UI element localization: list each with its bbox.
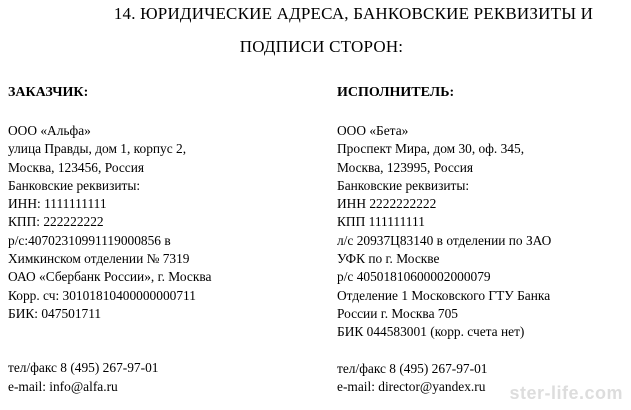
customer-line: Москва, 123456, Россия — [8, 159, 145, 175]
executor-line: Отделение 1 Московского ГТУ Банка — [337, 287, 551, 303]
executor-line: ИНН 2222222222 — [337, 196, 437, 212]
executor-line: КПП 111111111 — [337, 214, 425, 230]
customer-line: ИНН: 1111111111 — [8, 196, 107, 212]
site-watermark: ster-life.com — [509, 383, 623, 403]
executor-line: России г. Москва 705 — [337, 305, 458, 321]
executor-line: л/с 20937Ц83140 в отделении по ЗАО — [337, 232, 552, 248]
executor-line: УФК по г. Москве — [337, 251, 440, 267]
executor-line: р/с 40501810600002000079 — [337, 269, 491, 285]
customer-line: Химкинском отделении № 7319 — [8, 251, 190, 267]
section-heading-line-1: 14. ЮРИДИЧЕСКИЕ АДРЕСА, БАНКОВСКИЕ РЕКВИЗИТЫ И — [113, 4, 594, 23]
customer-email: e-mail: info@alfa.ru — [8, 378, 118, 394]
executor-title: ИСПОЛНИТЕЛЬ: — [337, 85, 455, 100]
customer-line: ООО «Альфа» — [8, 123, 91, 138]
customer-line: ОАО «Сбербанк России», г. Москва — [8, 269, 212, 285]
customer-line: улица Правды, дом 1, корпус 2, — [8, 141, 187, 157]
customer-line: КПП: 222222222 — [8, 214, 104, 230]
executor-email: e-mail: director@yandex.ru — [337, 379, 486, 395]
customer-line: р/с:40702310991119000856 в — [8, 232, 171, 248]
executor-line: БИК 044583001 (корр. счета нет) — [337, 324, 525, 340]
executor-line: Проспект Мира, дом 30, оф. 345, — [337, 141, 525, 157]
executor-line: Банковские реквизиты: — [337, 177, 470, 193]
section-heading-line-2: ПОДПИСИ СТОРОН: — [239, 37, 404, 56]
executor-phone: тел/факс 8 (495) 267-97-01 — [337, 360, 488, 376]
customer-title: ЗАКАЗЧИК: — [8, 85, 89, 100]
customer-line: БИК: 047501711 — [8, 305, 102, 321]
executor-details — [337, 84, 551, 396]
executor-line: Москва, 123995, Россия — [337, 159, 474, 175]
executor-line: ООО «Бета» — [337, 123, 409, 138]
customer-details — [8, 84, 211, 396]
customer-phone: тел/факс 8 (495) 267-97-01 — [8, 360, 159, 376]
customer-line: Корр. сч: 30101810400000000711 — [8, 287, 196, 303]
customer-line: Банковские реквизиты: — [8, 177, 141, 193]
